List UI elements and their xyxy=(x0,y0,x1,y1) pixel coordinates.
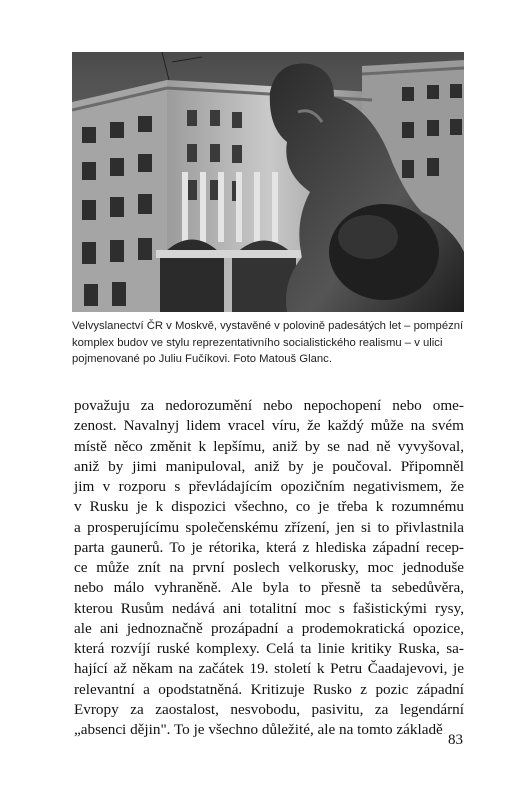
text-line: kterou Rusům nedává ani totalitní moc s fašistickými rysy, xyxy=(74,599,464,617)
body-paragraph xyxy=(74,396,464,740)
text-line: „absenci dějin". To je všechno důležité, ale na tomto základě xyxy=(74,721,443,738)
text-line: parta gaunerů. To je rétorika, která z hlediska západní recep- xyxy=(74,538,464,556)
text-line: a prosperujícímu společenskému zřízení, jen si to přivlastnila xyxy=(74,518,464,536)
caption-line: Velvyslanectví ČR v Moskvě, vystavěné v polovině padesátých let – pompézní xyxy=(72,320,464,332)
page-number: 83 xyxy=(448,732,463,748)
text-line: považuju za nedorozumění nebo nepochopení nebo ome- xyxy=(74,397,464,414)
text-line: nebo málo vyhraněně. Ale byla to přesně ta sebedůvěra, xyxy=(74,579,464,597)
text-line: zenost. Navalnyj lidem vracel víru, že každý může na svém xyxy=(74,417,464,435)
text-line: místě něco změnit k lepšímu, aniž by se nad ně vyvyšoval, xyxy=(74,437,464,455)
text-line: v Rusku je k dispozici všechno, co je třeba k rozumnému xyxy=(74,498,464,516)
text-line: aniž by jimi manipuloval, aniž by je poučoval. Připomněl xyxy=(74,457,464,475)
photo-caption xyxy=(72,318,464,368)
embassy-photo xyxy=(72,52,464,312)
text-line: hající až někam na začátek 19. století k Petru Čaadajevovi, je xyxy=(74,660,464,678)
text-line: ce může znít na první poslech velkorusky, moc jednoduše xyxy=(74,559,464,576)
caption-line: komplex budov ve stylu reprezentativního socialistického realismu – v ulici xyxy=(72,336,443,349)
text-line: jim v rozporu s převládajícím opozičním negativismem, že xyxy=(74,478,464,495)
text-line: která rozvíjí ruské komplexy. Celá ta linie kritiky Ruska, sa- xyxy=(74,640,464,657)
text-line: Evropy za zaostalost, nesvobodu, pasivitu, za legendární xyxy=(74,700,464,718)
text-line: relevantní a opodstatněná. Kritizuje Rusko z pozic západní xyxy=(74,680,464,698)
caption-line: pojmenované po Juliu Fučíkovi. Foto Matouš Glanc. xyxy=(72,353,332,365)
text-line: ale ani jednoznačně prozápadní a prodemokratická opozice, xyxy=(74,619,464,637)
